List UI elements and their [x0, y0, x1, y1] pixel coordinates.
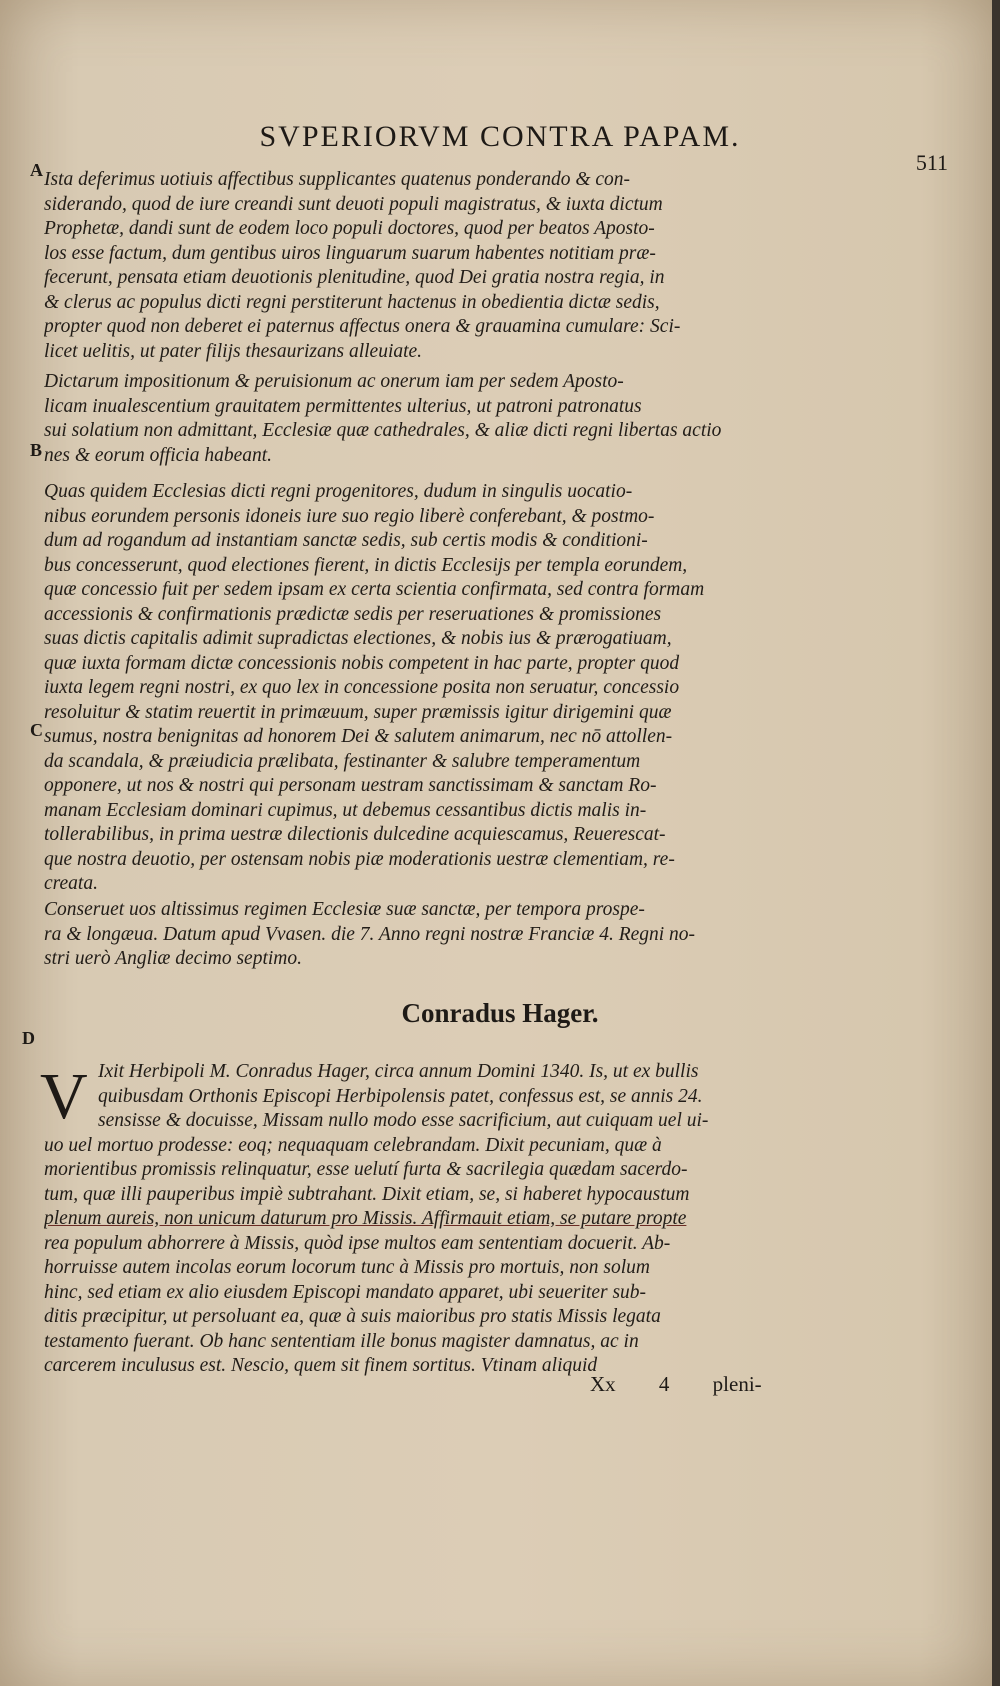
text-line: rea populum abhorrere à Missis, quòd ipse multos eam sententiam docuerit. Ab- [44, 1232, 671, 1254]
text-line: nes & eorum officia habeant. [44, 444, 273, 466]
text-line: creata. [44, 873, 98, 894]
text-line: sumus, nostra benignitas ad honorem Dei & salutem animarum, nec nō attollen- [44, 726, 673, 747]
signature-mark: Xx [590, 1372, 616, 1396]
text-line: & clerus ac populus dicti regni perstiterunt hactenus in obedientia dictæ sedis, [44, 291, 660, 313]
catchword: pleni- [712, 1372, 762, 1396]
text-line: Prophetæ, dandi sunt de eodem loco populi doctores, quod per beatos Aposto- [44, 218, 655, 239]
text-line: Quas quidem Ecclesias dicti regni progenitores, dudum in singulis uocatio- [44, 481, 633, 502]
text-line: opponere, ut nos & nostri qui personam uestram sanctissimam & sanctam Ro- [44, 775, 657, 796]
text-line: nibus eorundem personis idoneis iure suo regio liberè conferebant, & postmo- [44, 505, 655, 527]
text-line: suas dictis capitalis adimit supradictas electiones, & nobis ius & prærogatiuam, [44, 628, 672, 649]
text-line: dum ad rogandum ad instantiam sanctæ sedis, sub certis modis & conditioni- [44, 530, 648, 551]
text-line: stri uerò Angliæ decimo septimo. [44, 948, 303, 969]
text-line: Dictarum impositionum & peruisionum ac onerum iam per sedem Aposto- [44, 371, 624, 392]
signature-number: 4 [658, 1372, 670, 1396]
text-line: horruisse autem incolas eorum locorum tunc à Missis pro mortuis, non solum [44, 1257, 650, 1278]
text-line: Ixit Herbipoli M. Conradus Hager, circa annum Domini 1340. Is, ut ex bullis [98, 1061, 699, 1082]
text-line: quæ iuxta formam dictæ concessionis nobis competent in hac parte, propter quod [44, 652, 680, 674]
section-title: Conradus Hager. [401, 998, 599, 1028]
margin-letter-b: B [30, 440, 43, 460]
text-line: uo uel mortuo prodesse: eoq; nequaquam celebrandam. Dixit pecuniam, quæ à [44, 1134, 662, 1156]
margin-letter-a: A [30, 160, 43, 180]
text-line: licet uelitis, ut pater filijs thesaurizans alleuiate. [44, 340, 423, 362]
text-line: que nostra deuotio, per ostensam nobis piæ moderationis uestræ clementiam, re- [44, 848, 675, 870]
page-footer [590, 1372, 800, 1397]
text-line: los esse factum, dum gentibus uiros linguarum suarum habentes notitiam præ- [44, 242, 656, 264]
paragraph-3 [44, 480, 790, 897]
text-line: propter quod non deberet ei paternus affectus onera & grauamina cumulare: Sci- [44, 316, 681, 337]
text-line: iuxta legem regni nostri, ex quo lex in concessione posita non seruatur, concessio [44, 677, 680, 698]
underlined-text-line: plenum aureis, non unicum daturum pro Missis. Affirmauit etiam, se putare propte [44, 1208, 687, 1229]
text-line: quibusdam Orthonis Episcopi Herbipolensis patet, confessus est, se annis 24. [98, 1085, 703, 1107]
text-line: licam inualescentium grauitatem permittentes ulterius, ut patroni patronatus [44, 395, 642, 417]
text-line: fecerunt, pensata etiam deuotionis plenitudine, quod Dei gratia nostra regia, in [44, 267, 665, 288]
margin-letter-c: C [30, 720, 43, 740]
margin-letter-d: D [22, 1028, 35, 1048]
text-line: da scandala, & præiudicia prælibata, festinanter & salubre temperamentum [44, 750, 641, 772]
text-line: ra & longæua. Datum apud Vvasen. die 7. Anno regni nostræ Franciæ 4. Regni no- [44, 923, 696, 945]
folio-number: 511 [915, 150, 948, 175]
text-line: Ista deferimus uotiuis affectibus supplicantes quatenus ponderando & con- [44, 169, 631, 190]
text-line: morientibus promissis relinquatur, esse uelutí furta & sacrilegia quædam sacerdo- [44, 1159, 688, 1180]
text-line: carcerem inculusus est. Nescio, quem sit finem sortitus. Vtinam aliquid [44, 1355, 598, 1376]
drop-capital: V [40, 1060, 88, 1133]
paragraph-2 [44, 370, 790, 468]
text-line: sui solatium non admittant, Ecclesiæ quæ cathedrales, & aliæ dicti regni libertas actio [44, 420, 722, 441]
text-line: Conseruet uos altissimus regimen Ecclesiæ suæ sanctæ, per tempora prospe- [44, 899, 645, 920]
text-line: resoluitur & statim reuertit in primæuum, super præmissis igitur dirigemini quæ [44, 701, 672, 723]
text-line: accessionis & confirmationis prædictæ sedis per reseruationes & promissiones [44, 603, 662, 625]
paragraph-1 [44, 168, 790, 364]
text-line: tollerabilibus, in prima uestræ dilectionis dulcedine acquiescamus, Reuerescat- [44, 824, 666, 845]
text-line: quæ concessio fuit per sedem ipsam ex certa scientia confirmata, sed contra formam [44, 579, 705, 600]
text-line: siderando, quod de iure creandi sunt deuoti populi magistratus, & iuxta dictum [44, 193, 663, 215]
text-line: bus concesserunt, quod electiones fierent, in dictis Ecclesijs per templa eorundem, [44, 554, 688, 576]
paragraph-4 [44, 898, 790, 972]
text-line: hinc, sed etiam ex alio eiusdem Episcopi mandato apparet, ubi seueriter sub- [44, 1281, 647, 1303]
text-line: ditis præcipitur, ut persoluant ea, quæ à suis maioribus pro statis Missis legata [44, 1306, 661, 1327]
running-title: SVPERIORVM CONTRA PAPAM. [259, 120, 741, 153]
text-line: manam Ecclesiam dominari cupimus, ut debemus cessantibus dictis malis in- [44, 799, 647, 821]
paragraph-5 [44, 1060, 790, 1379]
text-line: testamento fuerant. Ob hanc sententiam ille bonus magister damnatus, ac in [44, 1330, 639, 1352]
text-line: sensisse & docuisse, Missam nullo modo esse sacrificium, aut cuiquam uel ui- [98, 1110, 709, 1131]
text-line: tum, quæ illi pauperibus impiè subtrahant. Dixit etiam, se, si haberet hypocaustum [44, 1183, 690, 1205]
